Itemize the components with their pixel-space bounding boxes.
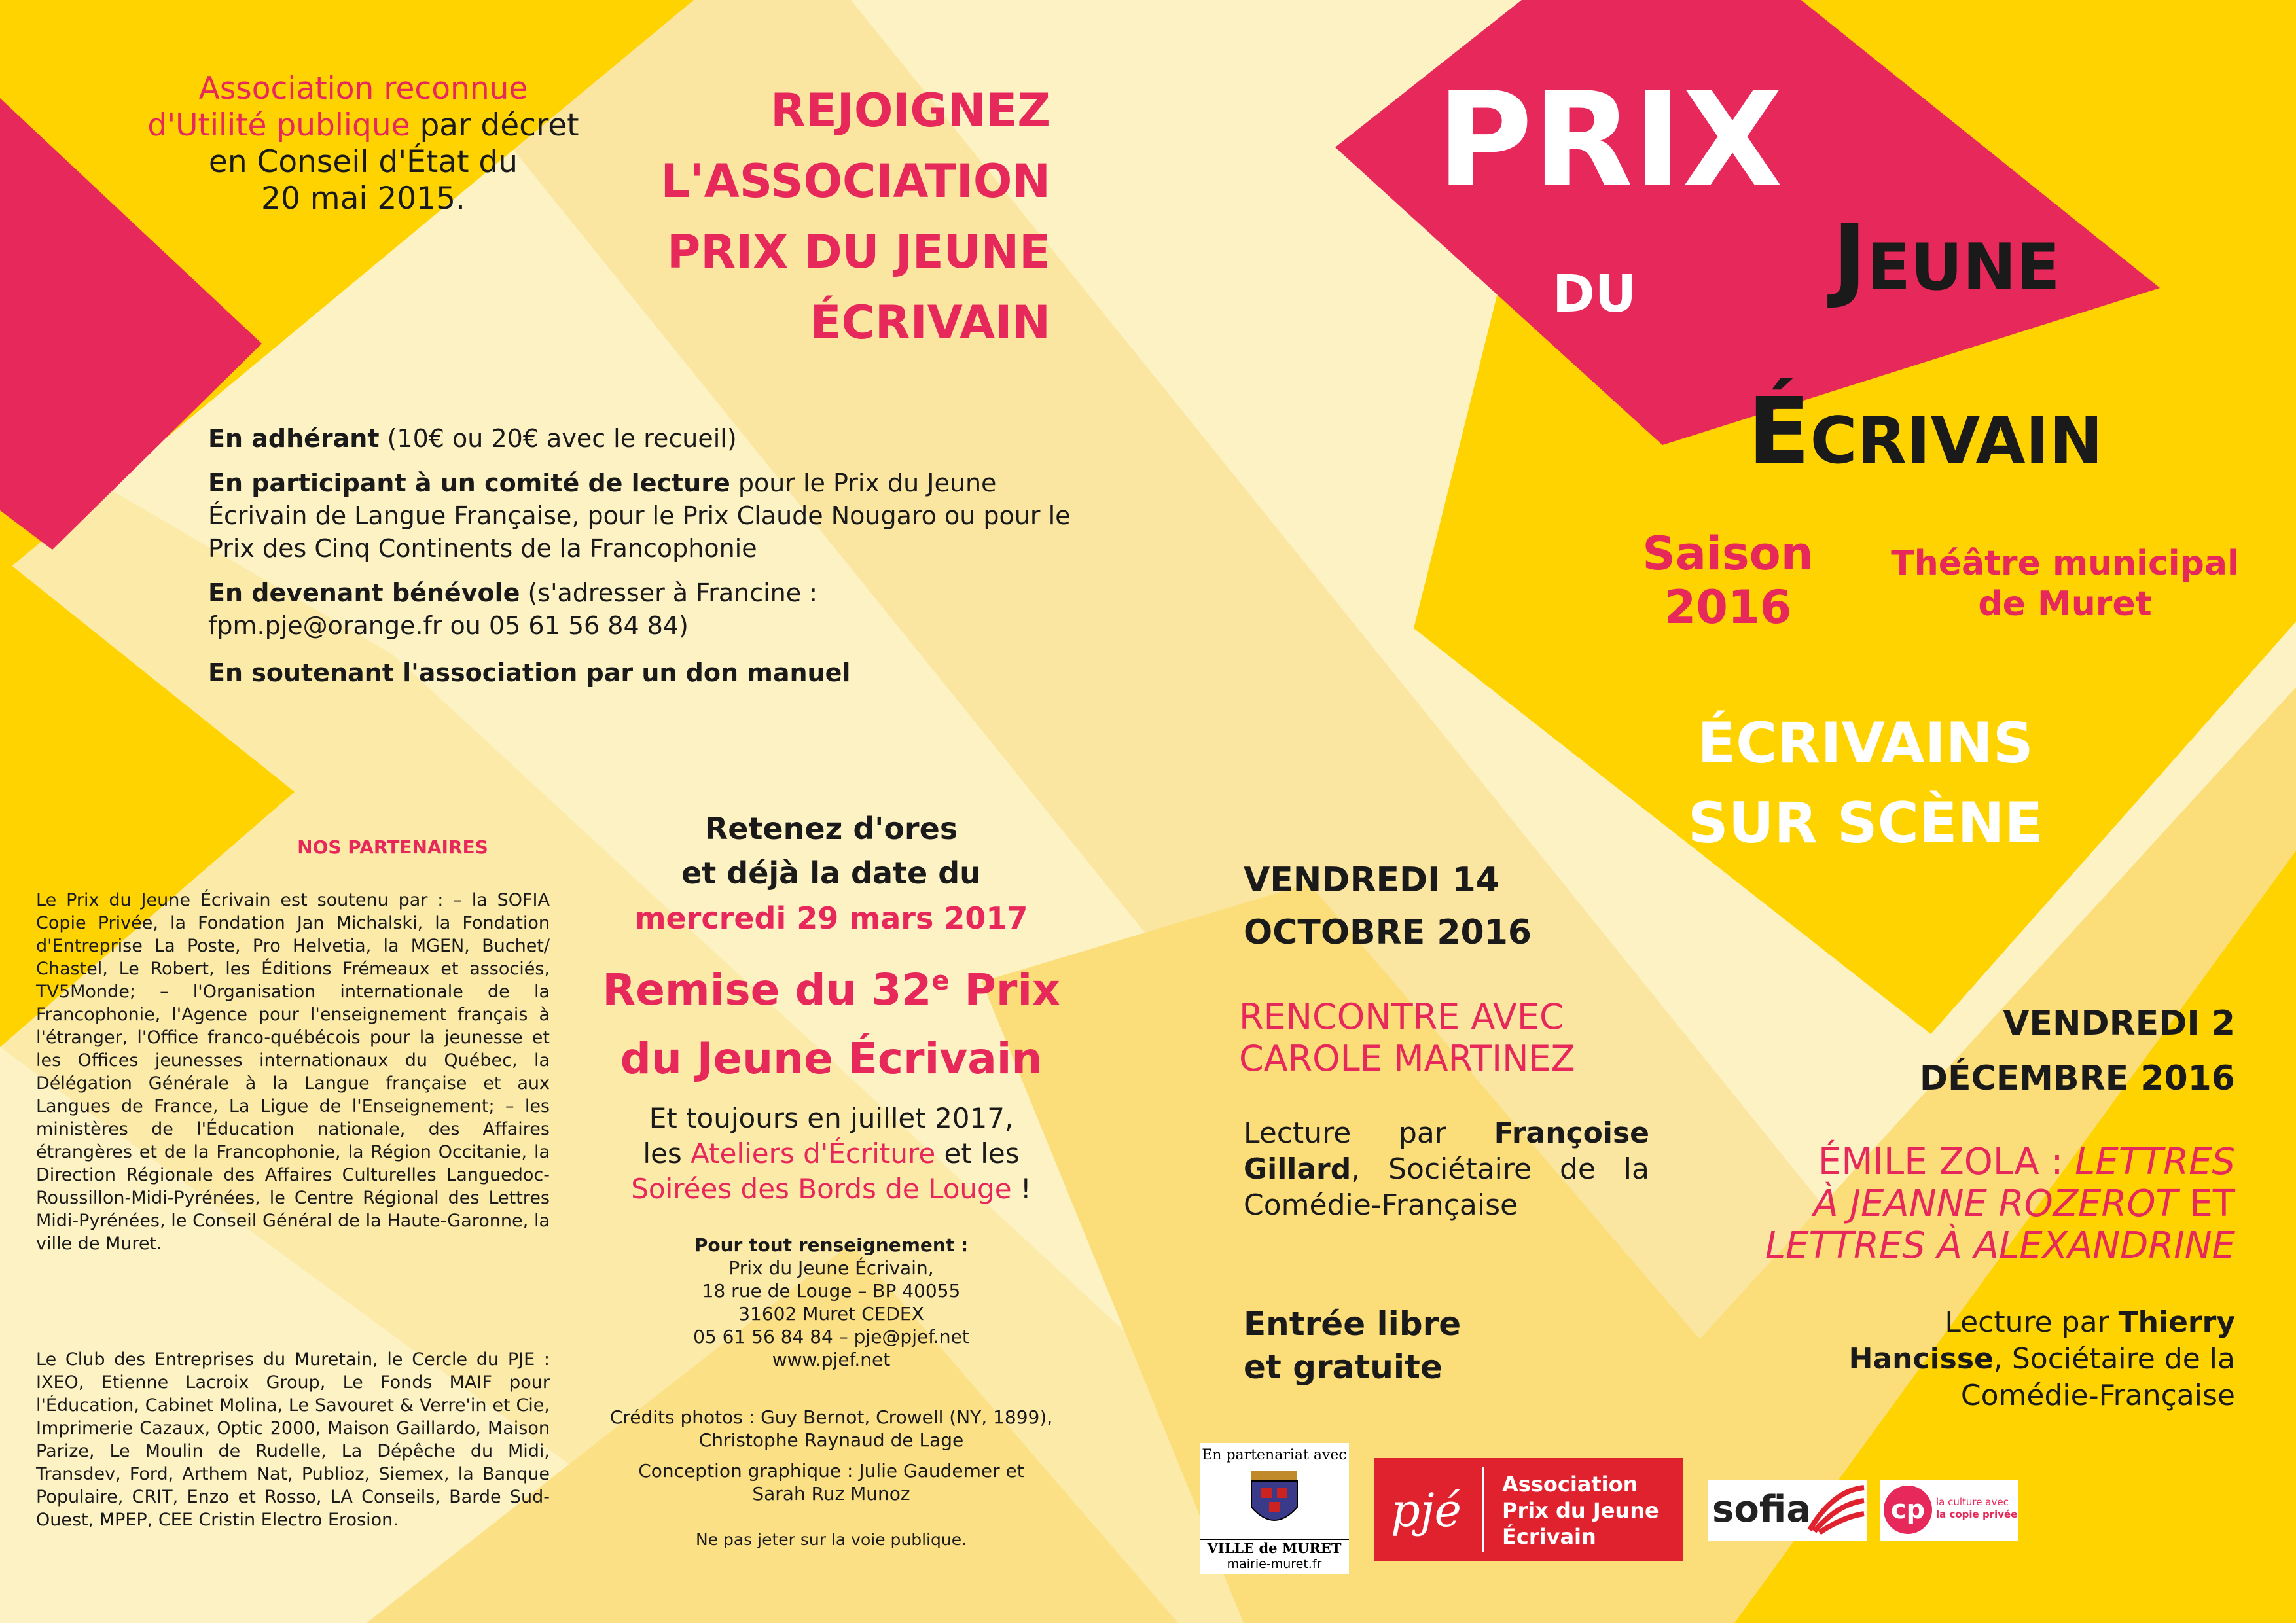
cover-jeune-text: Jeune <box>1833 205 2060 312</box>
event2-reading-3: Comédie-Française <box>1960 1379 2235 1412</box>
pje-text-3: Écrivain <box>1502 1524 1596 1549</box>
event2-title-line-1 <box>1623 1141 2235 1183</box>
sofia-wing-icon <box>1806 1484 1865 1537</box>
copie-privee-logo <box>1880 1480 2018 1541</box>
event2-reading-name-2: Hancisse <box>1848 1342 1994 1376</box>
partners-heading: NOS PARTENAIRES <box>297 836 488 858</box>
cover-theatre <box>1885 543 2245 624</box>
event2-reading-2: , Sociétaire de la <box>1993 1342 2235 1376</box>
association-line-2: par décret <box>410 107 579 143</box>
association-highlight-1: Association reconnue <box>198 71 528 107</box>
cp-text <box>1936 1496 2017 1521</box>
also-3a: Soirées des Bords de Louge <box>631 1173 1012 1205</box>
event2-title-3: LETTRES À ALEXANDRINE <box>1765 1224 2235 1267</box>
event2-reading-1: Lecture par <box>1945 1306 2119 1339</box>
event1-reading <box>1244 1115 1649 1223</box>
also-line-1: Et toujours en juillet 2017, <box>649 1102 1014 1134</box>
pje-text <box>1502 1471 1659 1550</box>
remise-part-1: Remise du 32 <box>602 965 932 1015</box>
cover-scene-1: ÉCRIVAINS <box>1697 711 2034 776</box>
contact-heading: Pour tout renseignement : <box>694 1234 969 1256</box>
event2-date-1: VENDREDI 2 <box>2003 1004 2235 1043</box>
sofia-logo <box>1708 1480 1867 1541</box>
join-line-2: L'ASSOCIATION <box>660 154 1050 208</box>
event2-title-2a: À JEANNE ROZEROT <box>1813 1183 2178 1225</box>
credits-design: Conception graphique : Julie Gaudemer et Sarah Ruz Munoz <box>638 1460 1024 1505</box>
cp-text-1: la culture avec <box>1936 1496 2009 1508</box>
muret-logo-url: mairie-muret.fr <box>1227 1557 1322 1571</box>
contact-line-3: 31602 Muret CEDEX <box>738 1303 924 1325</box>
event2-title-1b: LETTRES <box>2075 1141 2235 1183</box>
remise-part-2: Prix <box>949 965 1060 1015</box>
cover-saison-1: Saison <box>1642 527 1814 580</box>
also-line-3 <box>576 1171 1086 1207</box>
event2-reading-name-1: Thierry <box>2118 1306 2235 1339</box>
event1-date-1: VENDREDI 14 <box>1244 861 1499 900</box>
muret-logo-bottom: VILLE de MURET <box>1200 1539 1349 1556</box>
ways-to-join <box>208 422 1072 689</box>
join-line-3: PRIX DU JEUNE <box>666 225 1050 279</box>
save-the-date <box>576 806 1086 1207</box>
way-1 <box>208 422 1072 455</box>
also-3b: ! <box>1011 1173 1031 1205</box>
way-1-bold: En adhérant <box>208 424 380 453</box>
way-2 <box>208 467 1072 565</box>
cover-scene <box>1623 704 2108 863</box>
muret-logo <box>1200 1443 1349 1574</box>
association-line-3: en Conseil d'État du <box>208 144 518 180</box>
association-highlight-2: d'Utilité publique <box>147 107 410 143</box>
pje-mark-icon: pjé <box>1391 1484 1462 1537</box>
cover-saison-2: 2016 <box>1664 580 1792 634</box>
cover-jeune <box>1833 205 2060 312</box>
cover-saison <box>1617 527 1839 634</box>
event1-reading-name: Françoise Gillard <box>1244 1116 1649 1186</box>
event1-date <box>1244 854 1636 959</box>
muret-crest-icon <box>1245 1468 1304 1533</box>
contact-line-2: 18 rue de Louge – BP 40055 <box>702 1280 961 1302</box>
way-2-rest: pour le Prix du Jeune Écrivain de Langue Française, pour le Prix Claude Nougaro ou pour le Prix des Cinq Continents de la Francophonie <box>208 469 1071 563</box>
contact-line-1: Prix du Jeune Écrivain, <box>728 1257 934 1279</box>
contact-line-4: 05 61 56 84 84 – pje@pjef.net <box>693 1326 969 1347</box>
cover-prix: PRIX <box>1437 64 1784 217</box>
cover-theatre-1: Théâtre municipal <box>1891 544 2239 583</box>
save-date-date: mercredi 29 mars 2017 <box>634 901 1028 936</box>
way-4: En soutenant l'association par un don manuel <box>208 658 851 687</box>
cover-ecrivain-text: Écrivain <box>1748 378 2103 485</box>
also-line-2 <box>576 1136 1086 1171</box>
cover-scene-2: SUR SCÈNE <box>1687 791 2043 856</box>
partners-text-2: Le Club des Entreprises du Muretain, le Cercle du PJE : IXEO, Etienne Lacroix Group, Le Fonds MAIF pour l'Éducation, Cabinet Molina, Le Savouret & Verre'in et Cie, Imprimerie Cazaux, Optic 2000, Maison Gaillardo, Maison Parize, Le Moulin de Rudelle, La Dépêche du Midi, Transdev, Ford, Arthem Nat, Publioz, Siemex, la Banque Populaire, CRIT, Enzo et Rosso, LA Conseils, Barde Sud-Ouest, MPEP, CEE Cristin Electro Erosion. <box>36 1349 550 1530</box>
event2-title-2b: ET <box>2178 1183 2235 1225</box>
event2-title-1a: ÉMILE ZOLA : <box>1818 1141 2075 1183</box>
cp-text-2: la copie privée <box>1936 1508 2018 1520</box>
save-date-line-2: et déjà la date du <box>681 855 981 891</box>
also-2c: et les <box>935 1137 1020 1169</box>
event2-date <box>1833 996 2235 1106</box>
save-date-line-1: Retenez d'ores <box>704 811 958 846</box>
cover-ecrivain <box>1748 378 2103 485</box>
event1-entry-2: et gratuite <box>1244 1348 1443 1386</box>
event2-title-line-3 <box>1623 1225 2235 1267</box>
event1-title-2: CAROLE MARTINEZ <box>1239 1038 1575 1079</box>
contact-line-5: www.pjef.net <box>772 1349 891 1370</box>
event1-reading-1: Lecture par <box>1244 1116 1494 1150</box>
cover-theatre-2: de Muret <box>1978 584 2152 624</box>
also-2a: les <box>643 1137 691 1169</box>
association-notice <box>118 71 609 217</box>
pje-logo <box>1374 1458 1683 1561</box>
event2-title <box>1623 1141 2235 1267</box>
event1-title-1: RENCONTRE AVEC <box>1239 996 1564 1037</box>
partners-text-1: Le Prix du Jeune Écrivain est soutenu par : – la SOFIA Copie Privée, la Fondation Jan Michalski, la Fondation d'Entreprise La Poste, Pro Helvetia, la MGEN, Buchet/ Chastel, Le Robert, les Éditions Frémeaux et associés, TV5Monde; – l'Organisation internationale de la Francophonie, l'Agence pour l'enseignement français à l'étranger, l'Office franco-québécois pour la jeunesse et les Offices jeunesses internationaux du Québec, la Délégation Générale à la Langue française et aux Langues de France, La Ligue de l'Enseignement; – les ministères de l'Éducation nationale, des Affaires étrangères et de la Francophonie, la Région Occitanie, la Direction Régionale des Affaires Culturelles Languedoc-Roussillon-Midi-Pyrénées, le Centre Régional des Lettres Midi-Pyrénées, le Conseil Général de la Haute-Garonne, la ville de Muret. <box>36 890 550 1254</box>
event2-reading <box>1702 1304 2235 1414</box>
event1-date-2: OCTOBRE 2016 <box>1244 913 1532 952</box>
pje-text-1: Association <box>1502 1472 1638 1497</box>
association-line-4: 20 mai 2015. <box>261 181 465 217</box>
remise-title-2: du Jeune Écrivain <box>620 1033 1043 1084</box>
contact-block <box>576 1234 1086 1371</box>
pje-text-2: Prix du Jeune <box>1502 1498 1659 1523</box>
way-3 <box>208 577 876 642</box>
way-3-rest: (s'adresser à Francine : fpm.pje@orange.fr ou 05 61 56 84 84) <box>208 579 818 640</box>
event1-entry <box>1244 1302 1571 1389</box>
event2-title-line-2 <box>1623 1183 2235 1225</box>
remise-title-1 <box>576 945 1086 1026</box>
way-3-bold: En devenant bénévole <box>208 579 520 607</box>
event1-reading-2: , Sociétaire de la Comédie-Française <box>1244 1152 1649 1222</box>
event1-entry-1: Entrée libre <box>1244 1305 1462 1343</box>
join-title <box>589 75 1050 358</box>
join-line-1: REJOIGNEZ <box>770 84 1050 137</box>
cp-mark-icon: cp <box>1884 1486 1932 1534</box>
credits-notice: Ne pas jeter sur la voie publique. <box>695 1530 967 1549</box>
sofia-logo-text: sofia <box>1712 1488 1812 1531</box>
event2-date-2: DÉCEMBRE 2016 <box>1919 1059 2235 1098</box>
join-line-4: ÉCRIVAIN <box>810 296 1050 349</box>
also-2b: Ateliers d'Écriture <box>691 1137 936 1169</box>
way-1-rest: (10€ ou 20€ avec le recueil) <box>379 424 737 453</box>
event1-title <box>1239 996 1697 1080</box>
credits-photos: Crédits photos : Guy Bernot, Crowell (NY, 1899), Christophe Raynaud de Lage <box>609 1406 1053 1451</box>
event2-reading-line-2 <box>1702 1341 2235 1378</box>
way-2-bold: En participant à un comité de lecture <box>208 469 730 497</box>
event2-reading-line-1 <box>1702 1304 2235 1341</box>
cover-du: DU <box>1552 265 1637 324</box>
pje-divider <box>1482 1467 1484 1552</box>
muret-logo-top: En partenariat avec <box>1202 1447 1347 1463</box>
remise-sup: e <box>931 966 950 996</box>
